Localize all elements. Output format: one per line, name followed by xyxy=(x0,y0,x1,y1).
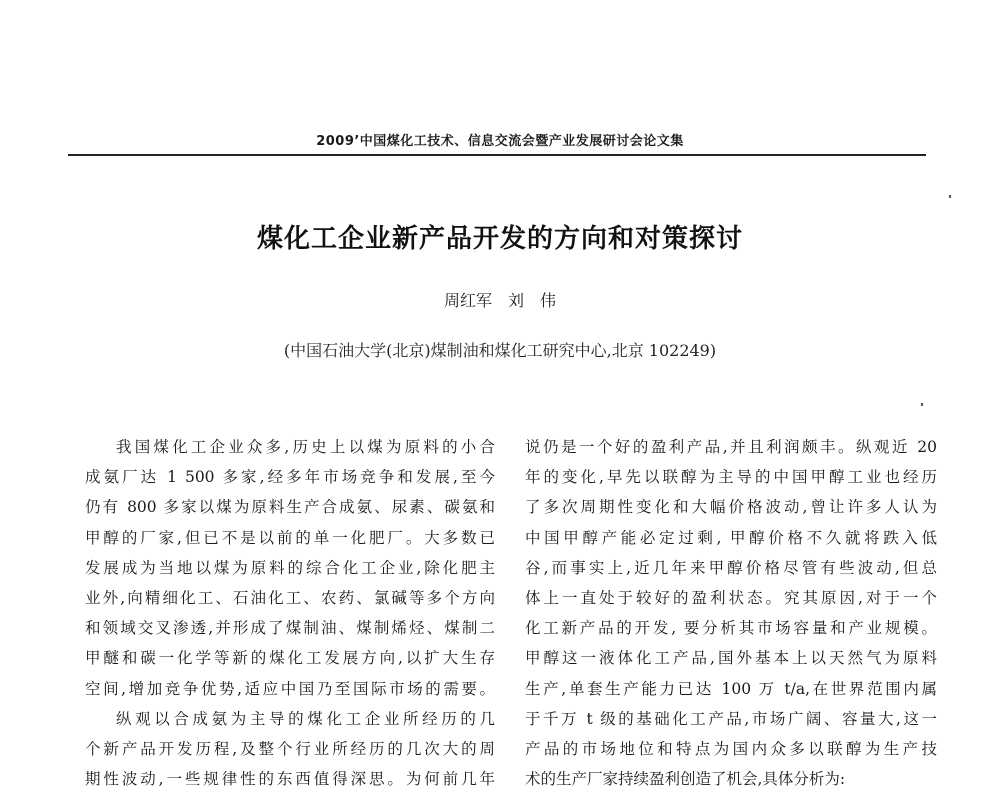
body-line: 谷,而事实上,近几年来甲醇价格尽管有些波动,但总 xyxy=(525,558,937,577)
body-column-left xyxy=(85,432,495,794)
body-line: 甲醇的厂家,但已不是以前的单一化肥厂。大多数已 xyxy=(85,528,495,547)
body-line: 甲醇这一液体化工产品,国外基本上以天然气为原料 xyxy=(525,649,937,668)
body-line: 业外,向精细化工、石油化工、农药、氯碱等多个方向 xyxy=(85,589,495,608)
body-line: 仍有 800 多家以煤为原料生产合成氨、尿素、碳氨和 xyxy=(85,498,495,517)
body-line: 中国甲醇产能必定过剩, 甲醇价格不久就将跌入低 xyxy=(525,528,937,547)
body-line: 甲醚和碳一化学等新的煤化工发展方向,以扩大生存 xyxy=(85,649,495,668)
body-line: 了多次周期性变化和大幅价格波动,曾让许多人认为 xyxy=(525,498,937,517)
body-line: 产品的市场地位和特点为国内众多以联醇为生产技 xyxy=(525,740,937,759)
header-rule xyxy=(68,154,926,156)
paper-affiliation: (中国石油大学(北京)煤制油和煤化工研究中心,北京 102249) xyxy=(283,341,717,360)
body-column-right xyxy=(525,432,937,794)
body-line: 纵观以合成氨为主导的煤化工企业所经历的几 xyxy=(116,709,495,728)
body-line: 于千万 t 级的基础化工产品,市场广阔、容量大,这一 xyxy=(525,709,937,728)
scan-speck xyxy=(949,195,951,198)
body-line: 我国煤化工企业众多,历史上以煤为原料的小合 xyxy=(116,438,495,456)
body-line: 体上一直处于较好的盈利状态。究其原因,对于一个 xyxy=(525,589,937,608)
body-line: 发展成为当地以煤为原料的综合化工企业,除化肥主 xyxy=(85,558,495,577)
running-header: 2009’中国煤化工技术、信息交流会暨产业发展研讨会论文集 xyxy=(316,134,684,149)
body-line: 个新产品开发历程,及整个行业所经历的几次大的周 xyxy=(85,740,495,759)
body-line: 期性波动,一些规律性的东西值得深思。为何前几年 xyxy=(85,770,495,789)
body-line: 化工新产品的开发, 要分析其市场容量和产业规模。 xyxy=(525,619,937,638)
body-line: 说仍是一个好的盈利产品,并且利润颇丰。纵观近 20 xyxy=(525,438,937,456)
body-line: 术的生产厂家持续盈利创造了机会,具体分析为: xyxy=(525,770,846,789)
scan-speck xyxy=(921,403,923,406)
paper-title: 煤化工企业新产品开发的方向和对策探讨 xyxy=(256,224,743,254)
body-line: 空间,增加竞争优势,适应中国乃至国际市场的需要。 xyxy=(85,679,495,698)
body-line: 年的变化,早先以联醇为主导的中国甲醇工业也经历 xyxy=(525,468,937,487)
paper-authors: 周红军 刘 伟 xyxy=(443,291,556,310)
body-line: 生产,单套生产能力已达 100 万 t/a,在世界范围内属 xyxy=(525,679,937,698)
body-line: 成氨厂达 1 500 多家,经多年市场竞争和发展,至今 xyxy=(85,468,495,487)
body-line: 和领域交叉渗透,并形成了煤制油、煤制烯烃、煤制二 xyxy=(85,619,495,638)
